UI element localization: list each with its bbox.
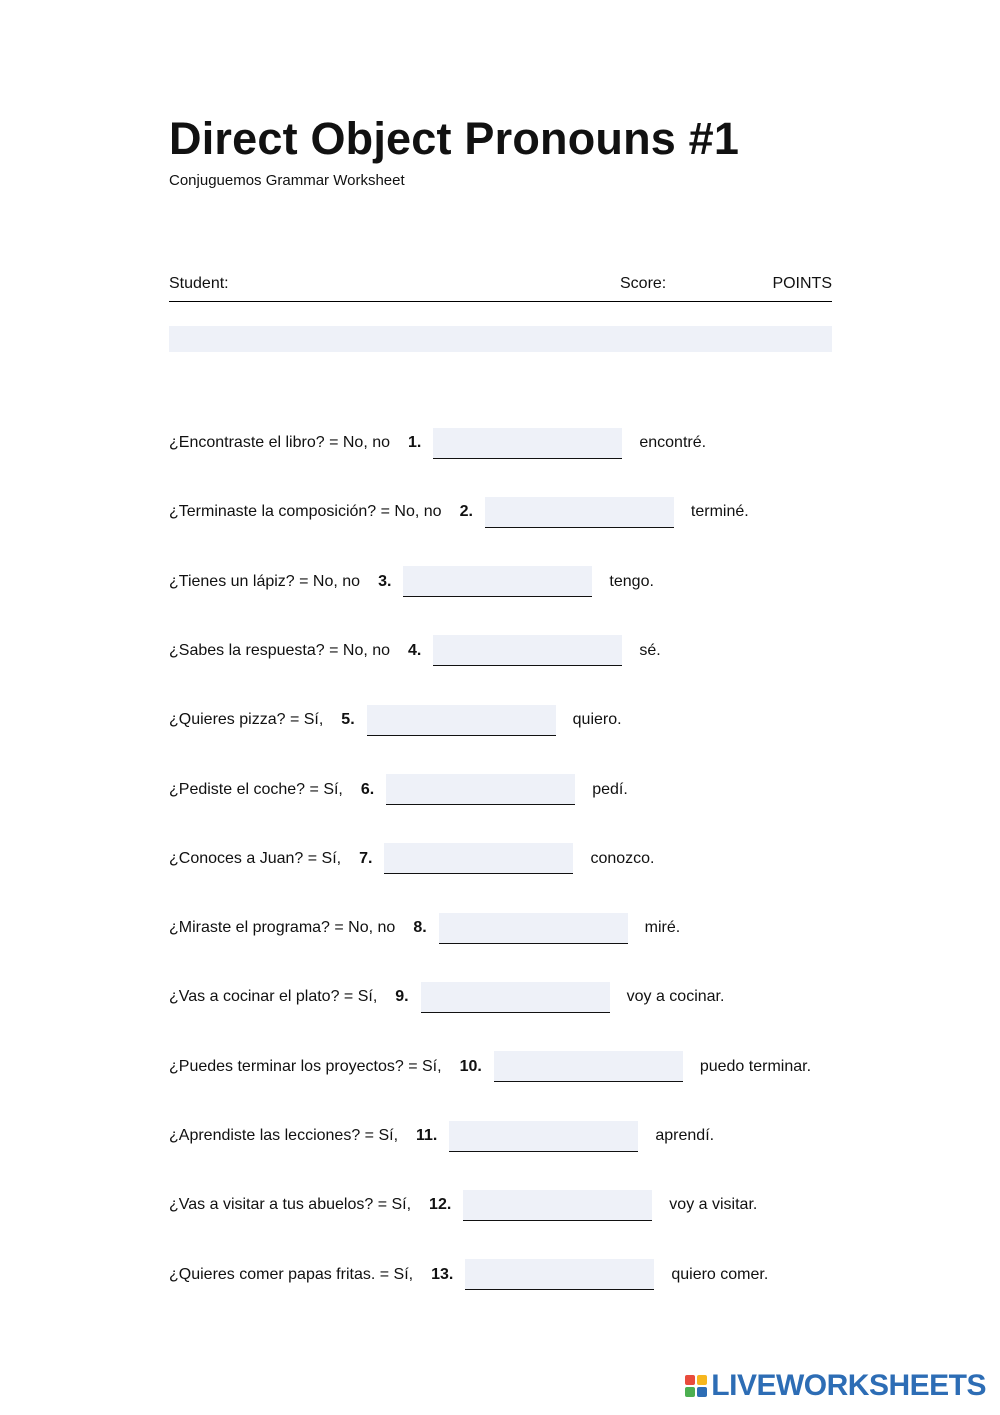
- question-text: ¿Puedes terminar los proyectos? = Sí,: [169, 1057, 442, 1075]
- question-row: [169, 427, 706, 459]
- logo-square: [697, 1375, 707, 1385]
- question-number: 3.: [378, 572, 392, 590]
- answer-input[interactable]: [439, 913, 628, 944]
- question-row: [169, 1259, 768, 1291]
- question-number: 5.: [341, 711, 355, 729]
- question-row: [169, 566, 654, 598]
- question-text: ¿Sabes la respuesta? = No, no: [169, 641, 391, 659]
- question-completion-text: puedo terminar.: [699, 1057, 812, 1075]
- answer-input[interactable]: [367, 705, 556, 736]
- question-completion-text: quiero comer.: [671, 1265, 769, 1283]
- question-completion-text: sé.: [639, 641, 661, 659]
- liveworksheets-brand: [685, 1369, 986, 1403]
- page-subtitle: Conjuguemos Grammar Worksheet: [169, 172, 405, 189]
- student-label: Student:: [169, 275, 229, 292]
- question-row: [169, 1051, 811, 1083]
- answer-input[interactable]: [449, 1121, 638, 1152]
- answer-input[interactable]: [485, 497, 674, 528]
- answer-input[interactable]: [421, 982, 610, 1013]
- question-number: 7.: [359, 849, 373, 867]
- answer-input[interactable]: [463, 1190, 652, 1221]
- question-completion-text: aprendí.: [655, 1127, 715, 1144]
- student-score-header: [169, 275, 832, 302]
- question-text: ¿Aprendiste las lecciones? = Sí,: [169, 1127, 399, 1144]
- answer-input[interactable]: [494, 1051, 683, 1082]
- worksheet-page: [169, 0, 832, 1415]
- question-row: [169, 1120, 714, 1152]
- question-completion-text: tengo.: [609, 572, 654, 590]
- student-name-field[interactable]: [169, 326, 832, 352]
- question-text: ¿Quieres pizza? = Sí,: [169, 711, 324, 729]
- question-row: [169, 635, 661, 667]
- question-text: ¿Vas a cocinar el plato? = Sí,: [169, 988, 378, 1006]
- answer-input[interactable]: [433, 428, 622, 459]
- page-title: Direct Object Pronouns #1: [169, 113, 740, 164]
- question-text: ¿Encontraste el libro? = No, no: [169, 434, 391, 451]
- question-completion-text: voy a cocinar.: [626, 988, 725, 1006]
- answer-input[interactable]: [384, 843, 573, 874]
- question-number: 9.: [395, 988, 409, 1006]
- question-row: [169, 1189, 757, 1221]
- question-text: ¿Pediste el coche? = Sí,: [169, 780, 343, 798]
- question-text: ¿Quieres comer papas fritas. = Sí,: [169, 1265, 414, 1283]
- question-number: 8.: [413, 919, 427, 937]
- question-text: ¿Vas a visitar a tus abuelos? = Sí,: [169, 1196, 412, 1214]
- question-completion-text: pedí.: [592, 780, 628, 798]
- question-number: 12.: [429, 1196, 452, 1214]
- points-label: POINTS: [772, 275, 832, 292]
- question-row: [169, 843, 655, 875]
- brand-name: LIVEWORKSHEETS: [711, 1369, 986, 1402]
- question-completion-text: terminé.: [690, 503, 749, 521]
- question-text: ¿Tienes un lápiz? = No, no: [169, 572, 361, 590]
- question-text: ¿Conoces a Juan? = Sí,: [169, 849, 342, 867]
- question-row: [169, 981, 724, 1013]
- question-text: ¿Terminaste la composición? = No, no: [169, 503, 442, 521]
- question-completion-text: miré.: [644, 919, 681, 937]
- question-completion-text: conozco.: [590, 849, 655, 867]
- logo-square: [685, 1375, 695, 1385]
- question-completion-text: quiero.: [572, 711, 622, 729]
- question-number: 1.: [408, 434, 422, 451]
- question-number: 2.: [459, 503, 473, 521]
- question-row: [169, 774, 628, 806]
- score-label: Score:: [620, 275, 667, 292]
- question-row: [169, 912, 680, 944]
- question-number: 11.: [416, 1127, 438, 1144]
- question-number: 10.: [459, 1057, 482, 1075]
- question-row: [169, 496, 749, 528]
- logo-square: [697, 1387, 707, 1397]
- liveworksheets-logo-icon: [685, 1375, 707, 1397]
- answer-input[interactable]: [403, 566, 592, 597]
- question-text: ¿Miraste el programa? = No, no: [169, 919, 396, 937]
- answer-input[interactable]: [433, 635, 622, 666]
- question-number: 4.: [408, 641, 422, 659]
- question-completion-text: encontré.: [639, 434, 707, 451]
- question-number: 13.: [431, 1265, 454, 1283]
- answer-input[interactable]: [465, 1259, 654, 1290]
- question-number: 6.: [360, 780, 375, 798]
- question-completion-text: voy a visitar.: [669, 1196, 758, 1214]
- answer-input[interactable]: [386, 774, 575, 805]
- question-row: [169, 704, 622, 736]
- logo-square: [685, 1387, 695, 1397]
